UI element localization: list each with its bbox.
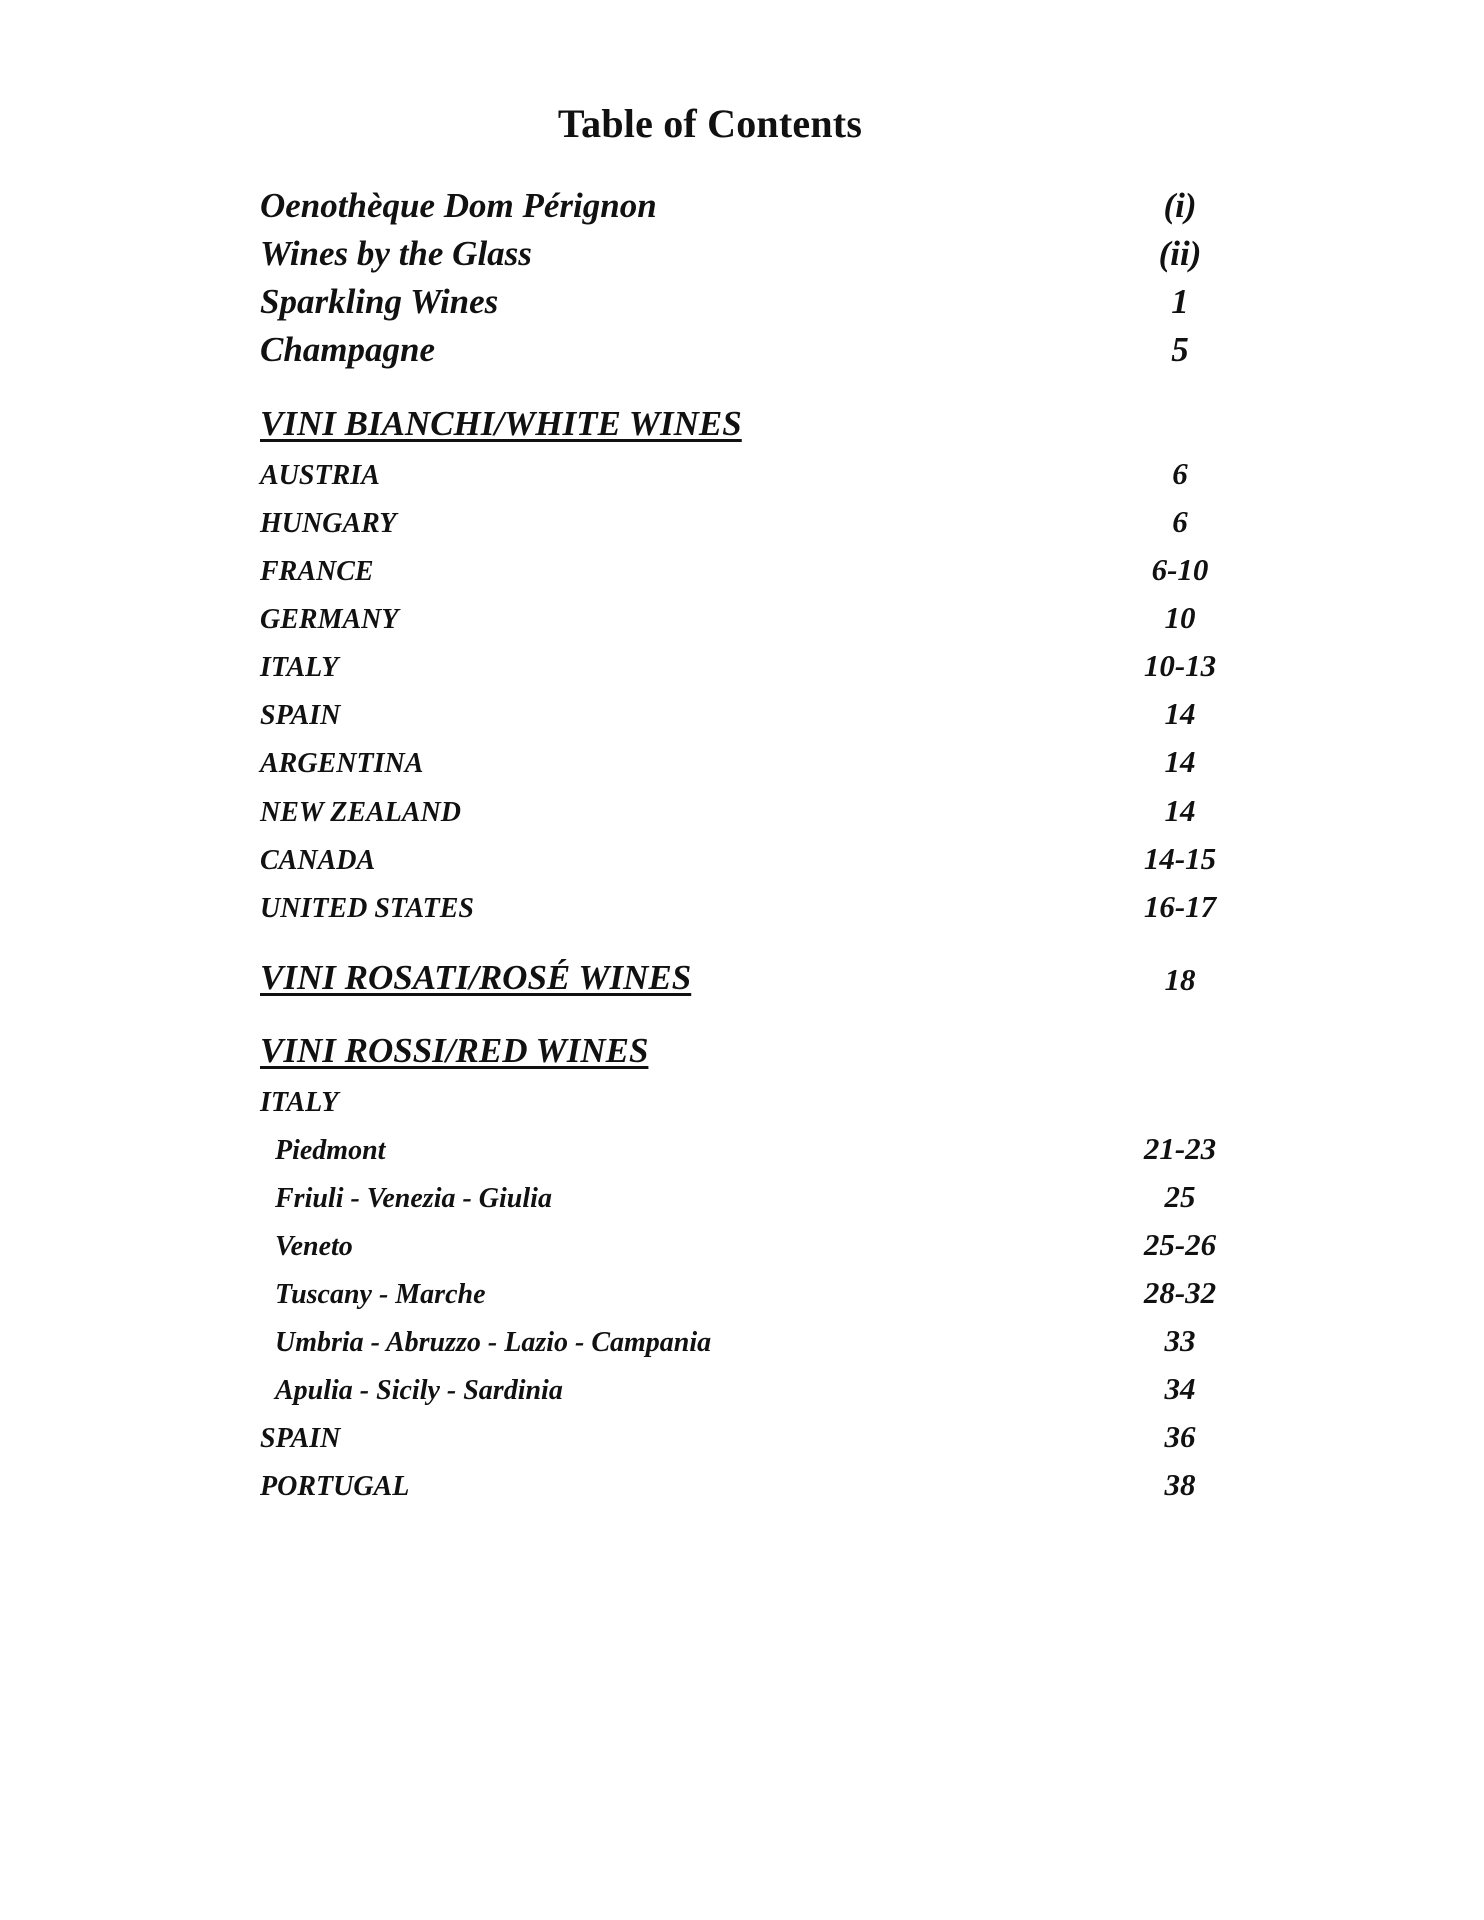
toc-page-number: 16-17: [1143, 889, 1217, 924]
toc-page-number: 38: [1164, 1467, 1196, 1502]
toc-label: Umbria - Abruzzo - Lazio - Campania: [275, 1327, 712, 1358]
toc-page-number: (i): [1163, 186, 1197, 225]
toc-entry-red-portugal[interactable]: [260, 1457, 1260, 1503]
toc-page-number: 36: [1164, 1419, 1196, 1454]
toc-label: Apulia - Sicily - Sardinia: [275, 1375, 563, 1406]
toc-label: ITALY: [260, 1087, 339, 1118]
toc-label: SPAIN: [260, 1423, 341, 1454]
toc-label: Tuscany - Marche: [275, 1279, 486, 1310]
toc-label: Oenothèque Dom Pérignon: [260, 186, 657, 225]
toc-label: FRANCE: [260, 556, 374, 587]
toc-label: GERMANY: [260, 604, 399, 635]
toc-entry-red-tuscany[interactable]: [260, 1265, 1260, 1311]
toc-entry-red-umbria[interactable]: [260, 1313, 1260, 1359]
toc-label: Sparkling Wines: [260, 282, 499, 321]
toc-label: Wines by the Glass: [260, 234, 532, 273]
toc-page-number: 18: [1164, 962, 1196, 997]
toc-entry-sparkling-wines[interactable]: [260, 276, 1260, 322]
toc-page-number: 33: [1164, 1323, 1196, 1358]
toc-page-number: 6: [1172, 504, 1188, 539]
toc-page-number: 5: [1171, 330, 1189, 369]
toc-page-number: 25-26: [1143, 1227, 1217, 1262]
toc-page-number: 21-23: [1143, 1131, 1217, 1166]
toc-section-heading: VINI ROSSI/RED WINES: [260, 1031, 649, 1070]
toc-label: HUNGARY: [260, 508, 397, 539]
page-title: Table of Contents: [557, 101, 863, 146]
toc-entry-white-france[interactable]: [260, 542, 1260, 588]
toc-label: CANADA: [260, 845, 376, 876]
toc-label: Champagne: [260, 330, 436, 369]
toc-entry-red-piedmont[interactable]: [260, 1121, 1260, 1167]
toc-entry-red-apulia[interactable]: [260, 1361, 1260, 1407]
toc-entry-white-argentina[interactable]: [260, 734, 1260, 780]
toc-section-heading: VINI BIANCHI/WHITE WINES: [260, 404, 742, 443]
toc-entry-red-veneto[interactable]: [260, 1217, 1260, 1263]
toc-entry-white-hungary[interactable]: [260, 494, 1260, 540]
toc-label: ITALY: [260, 652, 339, 683]
toc-section-red-wines[interactable]: [260, 1025, 1260, 1071]
toc-label: PORTUGAL: [260, 1471, 410, 1502]
toc-entry-white-united-states[interactable]: [260, 879, 1260, 925]
toc-page-number: 14-15: [1143, 841, 1217, 876]
toc-page-number: 14: [1164, 696, 1196, 731]
toc-page-number: 34: [1164, 1371, 1196, 1406]
toc-entry-white-italy[interactable]: [260, 638, 1260, 684]
toc-entry-white-austria[interactable]: [260, 446, 1260, 492]
toc-entry-red-spain[interactable]: [260, 1409, 1260, 1455]
toc-page-number: 28-32: [1143, 1275, 1217, 1310]
toc-page-number: 6-10: [1151, 552, 1209, 587]
toc-page-number: 1: [1171, 282, 1189, 321]
toc-section-heading: VINI ROSATI/ROSÉ WINES: [260, 958, 692, 997]
toc-entry-champagne[interactable]: [260, 324, 1260, 370]
toc-entry-white-germany[interactable]: [260, 590, 1260, 636]
toc-label: Friuli - Venezia - Giulia: [275, 1183, 552, 1214]
toc-label: AUSTRIA: [260, 460, 380, 491]
toc-label: NEW ZEALAND: [260, 797, 461, 828]
toc-entry-white-spain[interactable]: [260, 686, 1260, 732]
toc-label: ARGENTINA: [260, 748, 424, 779]
toc-label: Veneto: [275, 1231, 353, 1262]
toc-entry-red-italy[interactable]: [260, 1073, 1260, 1119]
toc-entry-red-friuli[interactable]: [260, 1169, 1260, 1215]
toc-page-number: (ii): [1158, 234, 1202, 273]
toc-page-number: 10: [1164, 600, 1196, 635]
toc-entry-white-canada[interactable]: [260, 831, 1260, 877]
toc-page-number: 14: [1164, 793, 1196, 828]
toc-label: Piedmont: [275, 1135, 386, 1166]
toc-label: SPAIN: [260, 700, 341, 731]
toc-label: UNITED STATES: [260, 893, 474, 924]
toc-section-rose-wines[interactable]: [260, 952, 1260, 998]
toc-entry-white-new-zealand[interactable]: [260, 783, 1260, 829]
toc-page-number: 14: [1164, 744, 1196, 779]
toc-entry-wines-by-glass[interactable]: [260, 228, 1260, 274]
toc-page-number: 6: [1172, 456, 1188, 491]
toc-entry-dom-perignon[interactable]: [260, 180, 1260, 226]
toc-page-number: 10-13: [1143, 648, 1217, 683]
toc-section-white-wines[interactable]: [260, 398, 1260, 444]
toc-page-number: 25: [1164, 1179, 1196, 1214]
